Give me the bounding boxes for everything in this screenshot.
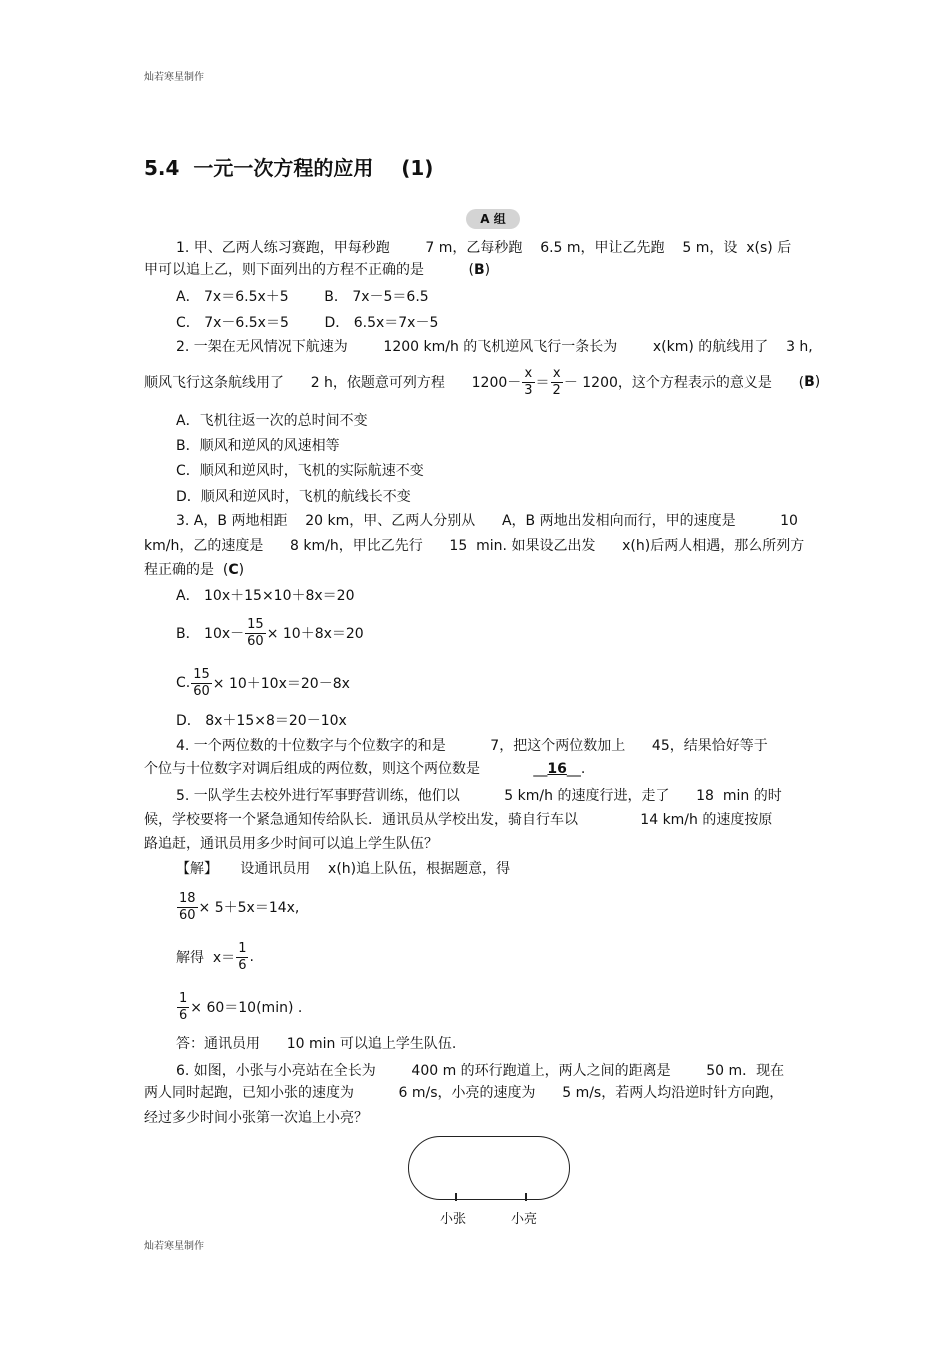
q5-line3: 路追赶，通讯员用多少时间可以追上学生队伍？ xyxy=(144,836,438,852)
q1-answer: B xyxy=(473,262,485,278)
liang-position-tick xyxy=(525,1193,527,1201)
q5-line1: 5. 一队学生去校外进行军事野营训练，他们以 5 km/h 的速度行进，走了 18 min 的时 xyxy=(176,788,782,804)
q2-fraction-1: $\frac{x}{3}$ xyxy=(524,365,533,398)
q6-line1: 6. 如图，小张与小亮站在全长为 400 m 的环行跑道上，两人之间的距离是 50 m．现在 xyxy=(176,1063,785,1079)
q2-answer: B xyxy=(804,374,815,390)
q2-option-a: A．飞机往返一次的总时间不变 xyxy=(176,413,368,429)
q3-line2: km/h，乙的速度是 8 km/h，甲比乙先行 15 min. 如果设乙出发 x(h)后两人相遇，那么所列方 xyxy=(144,538,805,554)
q6-line2: 两人同时起跑，已知小张的速度为 6 m/s，小亮的速度为 5 m/s，若两人均沿逆时针方向跑， xyxy=(144,1085,784,1101)
q5-line2: 候，学校要将一个紧急通知传给队长．通讯员从学校出发，骑自行车以 14 km/h 的速度按原 xyxy=(144,812,773,828)
zhang-position-tick xyxy=(455,1193,457,1201)
label-xiaoliang: 小亮 xyxy=(511,1212,538,1227)
q4-line2: 个位与十位数字对调后组成的两位数，则这个两位数是 __16__. xyxy=(144,761,586,777)
q4-line1: 4. 一个两位数的十位数字与个位数字的和是 7，把这个两位数加上 45，结果恰好等于 xyxy=(176,738,768,754)
q1-options-ab: A． 7x＝6.5x＋5 B． 7x－5＝6.5 xyxy=(176,289,429,305)
q1-line1: 1. 甲、乙两人练习赛跑，甲每秒跑 7 m，乙每秒跑 6.5 m，甲让乙先跑 5 m，设 x(s) 后 xyxy=(176,240,792,256)
page-footer: 灿若寒星制作 xyxy=(144,1241,204,1252)
q5-equation-3: $\frac{1}{6}$ × 60＝10(min) . xyxy=(179,990,303,1023)
q4-answer: 16 xyxy=(547,761,567,777)
q3-answer: C xyxy=(228,562,239,578)
q2-fraction-2: $\frac{x}{2}$ xyxy=(552,365,561,398)
q2-line2: 顺风飞行这条航线用了 2 h，依题意可列方程 1200－ $\frac{x}{3}$ ＝ $\frac{x}{2}$ － 1200，这个方程表示的意义是 ( B ) xyxy=(144,365,821,398)
q5-eq1-fraction: $\frac{18}{60}$ xyxy=(179,890,196,923)
q3-line1: 3. A，B 两地相距 20 km，甲、乙两人分别从 A，B 两地出发相向而行，甲的速度是 10 xyxy=(176,513,798,529)
q5-eq3-fraction: $\frac{1}{6}$ xyxy=(179,990,188,1023)
q1-line2: 甲可以追上乙，则下面列出的方程不正确的是 (B) xyxy=(144,262,491,278)
page-header: 灿若寒星制作 xyxy=(144,72,204,83)
q3-option-c-fraction: $\frac{15}{60}$ xyxy=(193,666,210,699)
q3-option-c: C. $\frac{15}{60}$ × 10＋10x＝20－8x xyxy=(176,666,350,699)
q3-option-a: A． 10x＋15×10＋8x＝20 xyxy=(176,588,355,604)
q2-option-c: C．顺风和逆风时，飞机的实际航速不变 xyxy=(176,463,424,479)
page-title: 5.4 一元一次方程的应用 (1) xyxy=(144,156,434,180)
q5-equation-2: 解得 x＝ $\frac{1}{6}$ . xyxy=(176,940,254,973)
group-badge: A 组 xyxy=(466,209,520,229)
q5-equation-1: $\frac{18}{60}$ × 5＋5x＝14x, xyxy=(179,890,300,923)
q1-options-cd: C． 7x－6.5x＝5 D． 6.5x＝7x－5 xyxy=(176,315,439,331)
q5-solution-intro: 【解】 设通讯员用 x(h)追上队伍，根据题意，得 xyxy=(176,861,511,877)
q6-line3: 经过多少时间小张第一次追上小亮？ xyxy=(144,1110,368,1126)
q5-eq2-fraction: $\frac{1}{6}$ xyxy=(238,940,247,973)
q2-line1: 2. 一架在无风情况下航速为 1200 km/h 的飞机逆风飞行一条长为 x(km) 的航线用了 3 h, xyxy=(176,339,813,355)
q3-option-d: D． 8x＋15×8＝20－10x xyxy=(176,713,347,729)
q3-option-b-fraction: $\frac{15}{60}$ xyxy=(247,616,264,649)
q5-answer: 答：通讯员用 10 min 可以追上学生队伍. xyxy=(176,1036,457,1052)
running-track-diagram xyxy=(408,1136,570,1200)
q3-line3: 程正确的是 (C) xyxy=(144,562,245,578)
label-xiaozhang: 小张 xyxy=(440,1212,467,1227)
q3-option-b: B． 10x－ $\frac{15}{60}$ × 10＋8x＝20 xyxy=(176,616,364,649)
q2-option-b: B．顺风和逆风的风速相等 xyxy=(176,438,340,454)
q2-option-d: D．顺风和逆风时，飞机的航线长不变 xyxy=(176,489,411,505)
